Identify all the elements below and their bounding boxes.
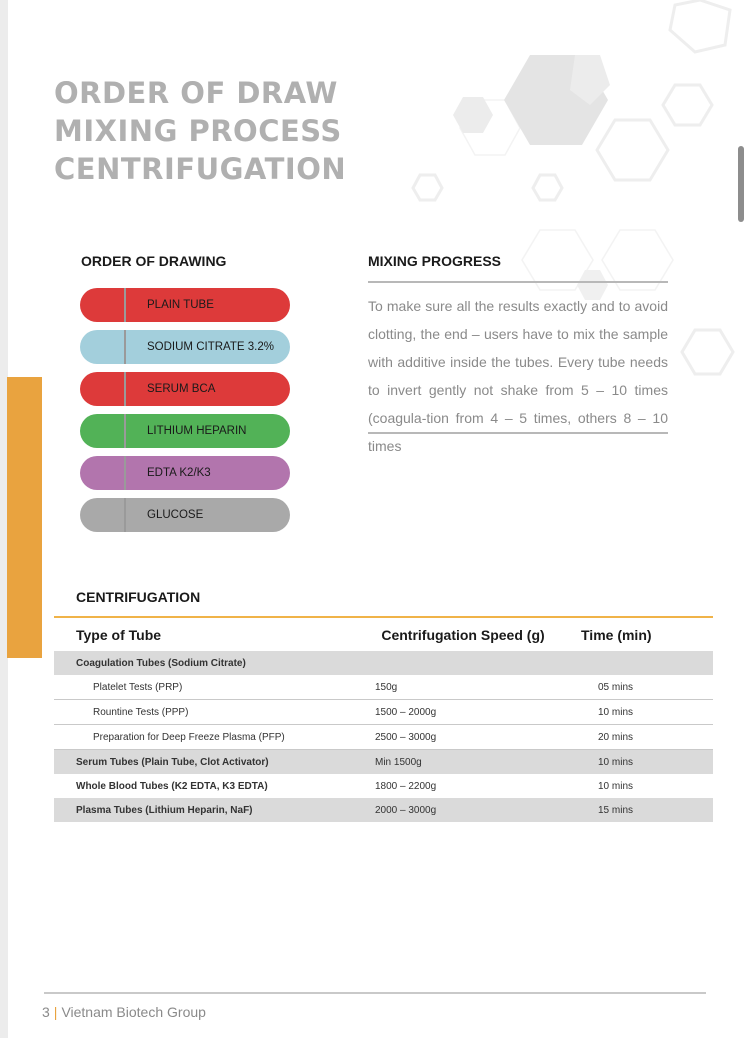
cell-type: Serum Tubes (Plain Tube, Clot Activator) [54, 750, 375, 775]
table-row [54, 774, 713, 798]
table-row [54, 750, 713, 775]
table-row [54, 675, 713, 700]
cell-type: Platelet Tests (PRP) [54, 675, 375, 700]
tube-cap [80, 330, 124, 364]
centrifugation-table [54, 619, 713, 822]
tube-label: EDTA K2/K3 [147, 467, 211, 479]
cell-speed [375, 651, 581, 675]
tube-label: LITHIUM HEPARIN [147, 425, 247, 437]
mixing-progress-heading: MIXING PROGRESS [368, 253, 502, 269]
cell-time: 10 mins [581, 750, 713, 775]
tube-item [80, 456, 290, 490]
title-line-1: ORDER OF DRAW [54, 76, 338, 110]
tube-label: PLAIN TUBE [147, 299, 214, 311]
cell-speed: 2000 – 3000g [375, 798, 581, 822]
tube-cap [80, 498, 124, 532]
order-of-drawing-heading: ORDER OF DRAWING [81, 253, 227, 269]
cell-time: 20 mins [581, 725, 713, 750]
cell-speed: Min 1500g [375, 750, 581, 775]
cell-speed: 2500 – 3000g [375, 725, 581, 750]
footer-company: Vietnam Biotech Group [61, 1004, 206, 1020]
page-title [54, 74, 346, 188]
cell-time: 05 mins [581, 675, 713, 700]
footer-rule [44, 992, 706, 994]
footer [42, 1004, 206, 1020]
mixing-bottom-rule [368, 432, 668, 434]
title-line-3: CENTRIFUGATION [54, 152, 347, 186]
mixing-top-rule [368, 281, 668, 283]
tube-cap [80, 372, 124, 406]
tube-label: SODIUM CITRATE 3.2% [147, 341, 274, 353]
tube-label: GLUCOSE [147, 509, 204, 521]
tube-label: SERUM BCA [147, 383, 216, 395]
title-line-2: MIXING PROCESS [54, 114, 342, 148]
table-top-rule [54, 616, 713, 618]
tube-list [80, 288, 290, 540]
tube-item [80, 330, 290, 364]
table-header-row [54, 619, 713, 651]
cell-speed: 1800 – 2200g [375, 780, 437, 792]
cell-time: 10 mins [598, 780, 634, 792]
tube-cap [80, 456, 124, 490]
cell-type: Coagulation Tubes (Sodium Citrate) [54, 651, 375, 675]
table-row [54, 725, 713, 750]
footer-separator: | [53, 1004, 58, 1020]
column-header-time: Time (min) [581, 627, 652, 643]
cell-type: Whole Blood Tubes (K2 EDTA, K3 EDTA) [76, 780, 268, 792]
tube-cap [80, 414, 124, 448]
accent-bar [7, 377, 42, 658]
page-number: 3 [42, 1004, 50, 1020]
column-header-speed: Centrifugation Speed (g) [381, 627, 545, 643]
mixing-paragraph: To make sure all the results exactly and to avoid clotting, the end – users have to mix the sample with additive inside the tubes. Every tube needs to invert gently not shake from 5 – 10 times (coagula-tion from 4 – 5 times, others 8 – 10 times [368, 298, 668, 454]
cell-type: Rountine Tests (PPP) [54, 700, 375, 725]
table-row [54, 651, 713, 675]
centrifugation-heading: CENTRIFUGATION [76, 589, 201, 605]
cell-speed: 150g [375, 675, 581, 700]
cell-time: 15 mins [581, 798, 713, 822]
tube-item [80, 372, 290, 406]
table-row [54, 700, 713, 725]
column-header-type: Type of Tube [76, 627, 162, 643]
cell-time: 10 mins [581, 700, 713, 725]
tube-item [80, 498, 290, 532]
tube-item [80, 288, 290, 322]
tube-item [80, 414, 290, 448]
cell-time [581, 651, 713, 675]
cell-type: Plasma Tubes (Lithium Heparin, NaF) [54, 798, 375, 822]
cell-type: Preparation for Deep Freeze Plasma (PFP) [54, 725, 375, 750]
table-row [54, 798, 713, 822]
tube-cap [80, 288, 124, 322]
cell-speed: 1500 – 2000g [375, 700, 581, 725]
